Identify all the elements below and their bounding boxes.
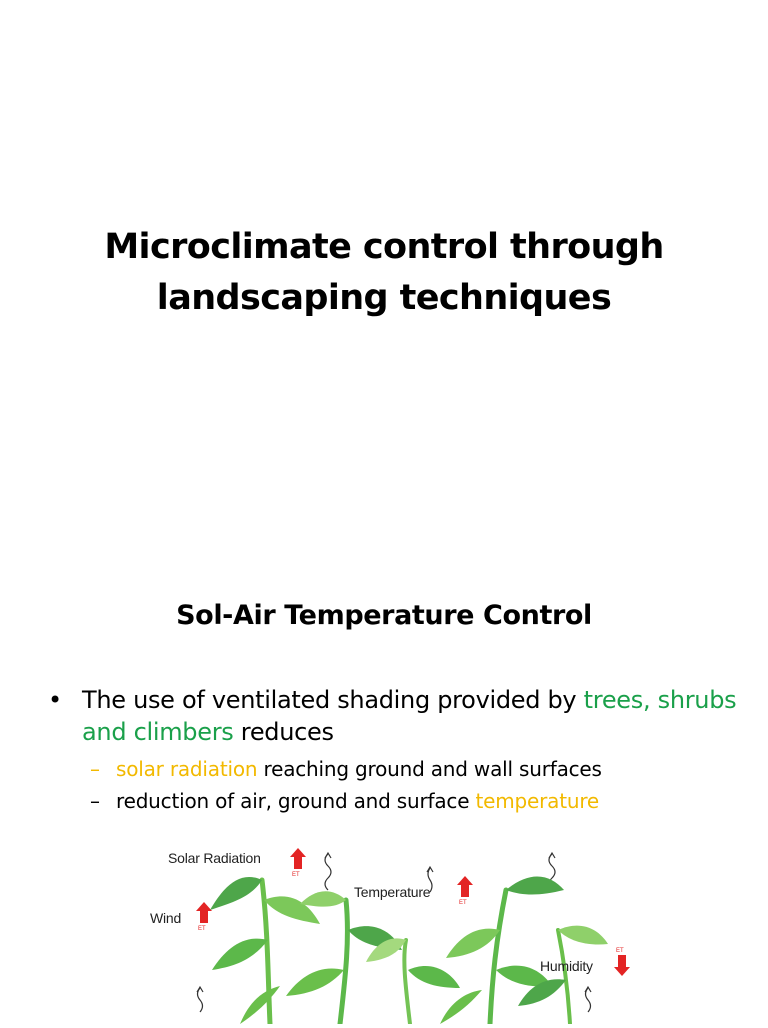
sub-bullet-temperature bbox=[90, 787, 750, 815]
sub-bullet-dash: – bbox=[90, 757, 100, 781]
bullet-item bbox=[48, 684, 738, 748]
red-arrows bbox=[196, 848, 630, 976]
up-arrow-icon bbox=[290, 848, 306, 869]
et-tag: ET bbox=[616, 948, 624, 954]
sub-bullet-text-solar: reaching ground and wall surfaces bbox=[257, 757, 602, 781]
up-arrow-icon bbox=[457, 876, 473, 897]
slide-title bbox=[0, 222, 768, 324]
bullet-text bbox=[82, 684, 738, 748]
wavy-arrow-icon bbox=[325, 853, 331, 858]
section-heading: Sol-Air Temperature Control bbox=[176, 600, 592, 631]
sub-bullet-text-temperature: reduction of air, ground and surface bbox=[116, 789, 476, 813]
bullet-text-part2: reduces bbox=[233, 718, 334, 746]
up-arrow-icon bbox=[196, 902, 212, 923]
wavy-arrow-icon bbox=[586, 988, 591, 1012]
wavy-arrows bbox=[197, 853, 591, 1012]
wavy-arrow-icon bbox=[197, 987, 203, 992]
label-humidity: Humidity bbox=[540, 958, 593, 974]
et-tag: ET bbox=[459, 900, 467, 906]
bullet-text-part1: The use of ventilated shading provided by bbox=[82, 686, 584, 714]
et-tag: ET bbox=[198, 926, 206, 932]
label-wind: Wind bbox=[150, 910, 182, 926]
label-temperature: Temperature bbox=[354, 884, 431, 900]
bullet-marker: • bbox=[48, 686, 62, 714]
wavy-arrow-icon bbox=[198, 988, 203, 1012]
down-arrow-icon bbox=[614, 955, 630, 976]
et-tag: ET bbox=[292, 872, 300, 878]
wavy-arrow-icon bbox=[427, 867, 433, 872]
title-line-1: Microclimate control through bbox=[104, 227, 664, 267]
wavy-arrow-icon bbox=[585, 987, 591, 992]
sub-bullet-dash: – bbox=[90, 789, 100, 813]
label-solar-radiation: Solar Radiation bbox=[168, 850, 261, 866]
wavy-arrow-icon bbox=[325, 854, 331, 890]
sub-bullet-highlight-solar: solar radiation bbox=[116, 757, 258, 781]
plant-climate-illustration bbox=[140, 830, 660, 1028]
title-line-2: landscaping techniques bbox=[156, 278, 612, 318]
sub-bullet-highlight-temperature: temperature bbox=[475, 789, 600, 813]
bullet-highlight-plants: trees, shrubs and climbers bbox=[82, 686, 737, 746]
sub-bullet-solar bbox=[90, 755, 750, 783]
wavy-arrow-icon bbox=[549, 853, 555, 858]
